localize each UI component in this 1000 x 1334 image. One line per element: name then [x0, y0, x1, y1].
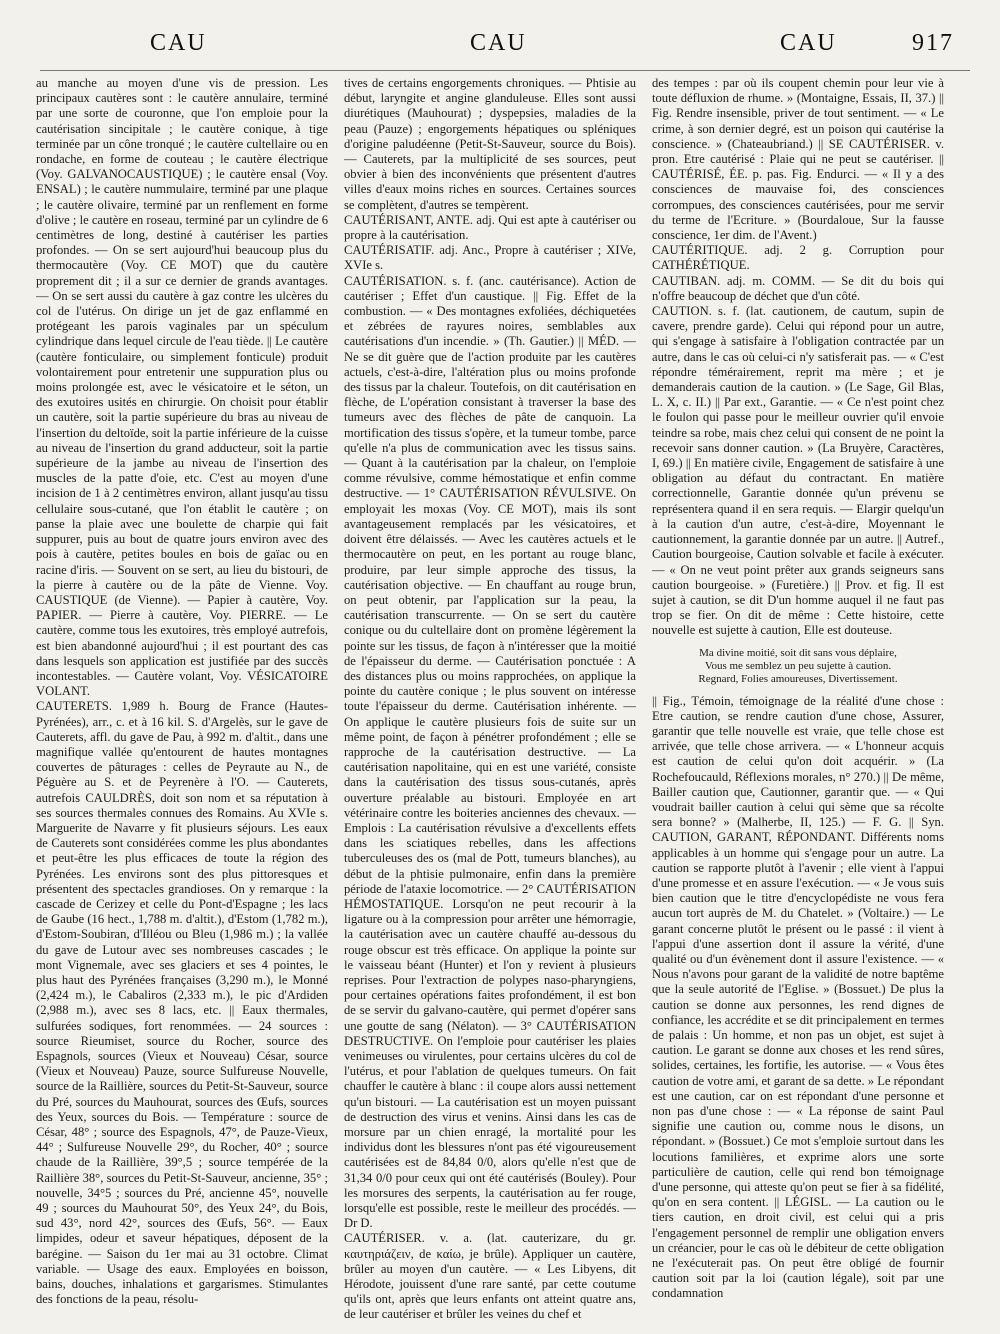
entry-caution: CAUTION. s. f. (lat. cautionem, de cautum, supin de cavere, prendre garde). Celui qui répond pour un autre, qui s'engage à satisfaire à l'obligation contractée par un autre, dans le cas où celui-ci n'y satisferait pas. — « C'est répondre témérairement, reprit ma mère ; et je demanderais caution de la caution. » (Le Sage, Gil Blas, L. X, c. II.) || Par ext., Garantie. — « Ce n'est point chez le foulon qui passe pour le meilleur ouvrier qu'il envoie teindre sa robe, mais chez celui qui consent de ne point la recevoir sans donner caution. » (La Bruyère, Caractères, I, 69.) || En matière civile, Engagement de satisfaire à une obligation au défaut du contractant. En matière correctionnelle, Garantie donnée qu'un prévenu se représentera quand il en sera requis. — Elargir quelqu'un à la caution d'un autre, c'est-à-dire, Moyennant le cautionnement, la garantie donnée par un autre. || Autref., Caution bourgeoise, Caution solvable et facile à exécuter. — « On ne veut point prêter aux grands seigneurs sans caution bourgeoise. » (Furetière.) || Prov. et fig. Il est sujet à caution, se dit D'un homme auquel il ne faut pas trop se fier. On dit de même : Cette histoire, cette nouvelle est sujette à caution, Elle est douteuse. — [652, 304, 944, 638]
page-number: 917 — [912, 30, 954, 56]
verse-quotation — [652, 647, 944, 686]
column-left — [36, 76, 328, 1326]
column-middle — [344, 76, 636, 1326]
running-head-center: CAU — [470, 30, 527, 56]
column-right — [652, 76, 944, 1326]
entry-cautiban: CAUTIBAN. adj. m. COMM. — Se dit du bois qui n'offre beaucoup de déchet que d'un côté. — [652, 273, 944, 303]
header-rule — [40, 70, 970, 71]
entry-cautere-continued: au manche au moyen d'une vis de pression. Les principaux cautères sont : le cautère annulaire, terminé par une sorte de couronne, que l'on emploie pour la cautérisation sincipitale ; le cautère conique, à tige terminée par un cône tronqué ; le cautère cultellaire ou en rondache, en forme de couteau ; le cautère électrique (Voy. GALVANOCAUSTIQUE) ; le cautère ensal (Voy. ENSAL) ; le cautère nummulaire, terminé par une plaque ; le cautère olivaire, terminé par un renflement en forme d'olive ; le cautère en roseau, terminé par un cylindre de 6 centimètres de long, destiné à cautériser les parties profondes. — On se sert aujourd'hui beaucoup plus du thermocautère (Voy. CE MOT) que du cautère proprement dit ; il a sur ce dernier de grands avantages. — On se sert aussi du cautère à gaz contre les ulcères du col de l'utérus. On dirige un jet de gaz enflammé en protégeant les parois vaginales par un spéculum cylindrique dans lequel circule de l'eau tiède. || Le cautère (cautère fonticulaire, ou simplement fonticule) produit volontairement pour entretenir une suppuration plus ou moins prolongée est, avec le vésicatoire et le séton, un des exutoires usités en chirurgie. On choisit pour établir un cautère, soit la partie supérieure du bras au niveau de l'insertion du deltoïde, soit la partie inférieure de la cuisse au niveau de l'insertion du grand adducteur, soit la partie supérieure de la jambe au niveau de l'insertion des muscles de la patte d'oie, etc. C'est au moyen d'une incision de 1 à 2 centimètres environ, allant jusqu'au tissu cellulaire sous-cutané, que l'on établit le cautère ; on panse la plaie avec une boulette de charpie qui fait suppurer, puis au bout de quatre jours environ avec des pois à cautère, petites boules en bois de gaïac ou en racine d'iris. — Souvent on se sert, au lieu du bistouri, de la pierre à cautère ou de la pâte de Vienne. Voy. CAUSTIQUE (de Vienne). — Papier à cautère, Voy. PAPIER. — Pierre à cautère, Voy. PIERRE. — Le cautère, comme tous les exutoires, très employé autrefois, est bien abandonné aujourd'hui ; il est pourtant des cas dans lesquels son application est justifiée par des succès incontestables. — Cautère volant, Voy. VÉSICATOIRE VOLANT. — [36, 76, 328, 699]
quote-line: Ma divine moitié, soit dit sans vous déplaire, — [699, 646, 897, 659]
running-head-right: CAU — [780, 30, 837, 56]
quote-attribution: Regnard, Folies amoureuses, Divertissement. — [698, 672, 898, 685]
entry-cauteritique: CAUTÉRITIQUE. adj. 2 g. Corruption pour CATHÉRÉTIQUE. — [652, 243, 944, 273]
entry-cauterisant: CAUTÉRISANT, ANTE. adj. Qui est apte à cautériser ou propre à la cautérisation. — [344, 212, 636, 243]
entry-cauterisatif: CAUTÉRISATIF. adj. Anc., Propre à cautériser ; XIVe, XVIe s. — [344, 243, 636, 273]
entry-caution-continued: || Fig., Témoin, témoignage de la réalité d'une chose : Etre caution, se rendre caution d'une chose, Assurer, garantir que telle nouvelle est vraie, que telle chose est arrivée, que telle chose arrivera. — « L'honneur acquis est caution de celui qu'on doit acquérir. » (La Rochefoucauld, Réflexions morales, n° 270.) || De même, Bailler caution que, Cautionner, garantir que. — « Qui voudrait bailler caution à celui qui sème que sa récolte sera bonne? » (Malherbe, II, 125.) — F. G. || Syn. CAUTION, GARANT, RÉPONDANT. Différents noms applicables à un homme qui s'engage pour un autre. La caution se rapporte plutôt à l'avenir ; elle vient à l'appui d'une promesse et en assure l'exécution. — « Je vous suis bien caution que le titre d'encyclopédiste ne vous fera aucun tort auprès de M. du Chatelet. » (Voltaire.) — Le garant concerne plutôt le présent ou le passé : il vient à l'appui d'une assertion dont il assure la vérité, d'une qualité ou d'un évènement dont il assure l'existence. — « Nous n'avons pour garant de la validité de notre baptême que la seule autorité de l'Eglise. » (Bossuet.) De plus la caution se donne aux personnes, les rend dignes de confiance, les accrédite et se dit principalement en termes de palais : Un homme, et non pas un objet, est sujet à caution. Le garant se donne aux choses et les rend sûres, solides, certaines, les fortifie, les autorise. — « Vous êtes caution de votre ami, et garant de sa dette. » Le répondant est une caution, car on est répondant d'une personne et non pas d'une chose : — « La réponse de saint Paul signifie une caution ou, comme nous le disons, un répondant. » (Bossuet.) Ce mot s'emploie surtout dans les locutions familières, et exprime alors une sorte particulière de caution, celle qui rend bon témoignage d'une personne, qui atteste qu'on peut se fier à sa fidélité, qu'on en sera content. || LÉGISL. — La caution ou le tiers caution, en droit civil, est celui qui a pris l'engagement personnel de remplir une obligation envers un créancier, pour le cas où le débiteur de cette obligation ne l'exécuterait pas. On peut être obligé de fournir caution soit par la loi (caution légale), soit par une condamnation — [652, 693, 944, 1301]
entry-cauterets-continued: tives de certains engorgements chroniques. — Phtisie au début, laryngite et angine glanduleuse. Elles sont aussi diurétiques (Mauhourat) ; dyspepsies, maladies de la peau (Pauze) ; engorgements hépatiques ou spléniques d'origine paludéenne (Petit-St-Sauveur, source du Bois). — Cauterets, par la multiplicité de ses sources, peut obvier à bien des inconvénients que présentent d'autres villes d'eaux moins riches en sources. Certaines sources se complètent, d'autres se tempèrent. — [344, 76, 636, 212]
running-head-left: CAU — [150, 30, 207, 56]
quote-line: Vous me semblez un peu sujette à caution. — [704, 659, 892, 672]
entry-cauterets: CAUTERETS. 1,989 h. Bourg de France (Hautes-Pyrénées), arr., c. et à 16 kil. S. d'Argelès, sur le gave de Cauterets, affl. du gave de Pau, à 992 m. d'altit., dans une magnifique vallée qu'entourent de hautes montagnes couvertes de pâturages : celles de Peyraute au N., de Péguère au S. et de Peyrenère à l'O. — Cauterets, autrefois CAULDRÈS, doit son nom et sa réputation à ses sources thermales connues des Romains. Au XVIe s. Marguerite de Navarre y fit plusieurs séjours. Les eaux de Cauterets sont considérées comme les plus abondantes et peut-être les plus efficaces de toute la région des Pyrénées. Les environs sont des plus pittoresques et présentent des spectacles grandioses. On y remarque : la cascade de Cerizey et celle du Pont-d'Espagne ; les lacs de Gaube (16 hect., 1,788 m. d'altit.), d'Estom (1,782 m.), d'Estom-Soubiran, d'Illéou ou Bleu (1,986 m.) ; la vallée du gave de Lutour avec ses nombreuses cascades ; le mont Vignemale, avec ses glaciers et ses 4 pointes, le plus haut des Pyrénées françaises (3,290 m.), le Monné (2,424 m.), le Cabaliros (2,333 m.), le pic d'Ardiden (2,988 m.), avec ses 8 lacs, etc. || Eaux thermales, sulfurées sodiques, fort renommées. — 24 sources : source Rieumiset, source du Rocher, source des Espagnols, sources (Vieux et Nouveau) César, source (Vieux et Nouveau) Pauze, source Sulfureuse Nouvelle, source de la Raillière, sources du Petit-St-Sauveur, source du Pré, sources du Mauhourat, sources des Œufs, sources des Yeux, sources du Bois. — Température : source de César, 48° ; source des Espagnols, 47°, de Pauze-Vieux, 44° ; Sulfureuse Nouvelle 29°, du Rocher, 40° ; source chaude de la Raillière, 39°,5 ; source tempérée de la Raillière 38°, sources du Petit-St-Sauveur, ancienne, 35° ; nouvelle, 34°5 ; sources du Pré, ancienne 45°, nouvelle 49 ; sources du Mauhourat 50°, des Yeux 24°, du Bois, sud 43°, nord 42°, sources des Œufs, 56°. — Eaux limpides, odeur et saveur hépatiques, déposent de la barégine. — Saison du 1er mai au 31 octobre. Climat variable. — Usage des eaux. Employées en boisson, bains, douches, inhalations et gargarismes. Stimulantes des fonctions de la peau, résolu- — [36, 699, 328, 1307]
entry-cauterisation: CAUTÉRISATION. s. f. (anc. cautérisance). Action de cautériser ; Effet d'un caustique. || Fig. Effet de la combustion. — « Des montagnes exfoliées, déchiquetées et zébrées de rayures noires, semblables aux cautérisations d'un incendie. » (Th. Gautier.) || MÉD. — Ne se dit guère que de l'action produite par les cautères actuels, c'est-à-dire, l'altération plus ou moins profonde des tissus par la chaleur. Toutefois, on dit cautérisation en flèche, de L'opération consistant à traverser la base des tumeurs avec des flèches de pâte de canquoin. La mortification des tissus s'opère, et la tumeur tombe, parce qu'elle n'a plus de communication avec les tissus sains. — Quant à la cautérisation par la chaleur, on l'emploie comme révulsive, comme hémostatique et enfin comme destructive. — 1° CAUTÉRISATION RÉVULSIVE. On employait les moxas (Voy. CE MOT), mais ils sont avantageusement remplacés par les vésicatoires, et doivent être délaissés. — Avec les cautères actuels et le thermocautère on peut, en les portant au rouge blanc, produire, par leur simple approche des tissus, la cautérisation objective. — En chauffant au rouge brun, on peut obtenir, par l'application sur la peau, la cautérisation transcurrente. — On se sert du cautère conique ou du cultellaire dont on promène légèrement la pointe sur les tissus, de façon à n'intéresser que la moitié de l'épaisseur du derme. — Cautérisation ponctuée : A des distances plus ou moins rapprochées, on applique la pointe du cautère conique ; le plus souvent on intéresse toute l'épaisseur du derme. Cautérisation inhérente. — On applique le cautère plusieurs fois de suite sur un même point, de façon à pénétrer profondément ; elle se rapproche de la cautérisation destructive. — La cautérisation napolitaine, qui en est une variété, consiste dans la cautérisation des tissus sous-cutanés, après ouverture préalable au bistouri. Employée en art vétérinaire contre les boiteries anciennes des chevaux. — Emplois : La cautérisation révulsive a d'excellents effets dans les sciatiques rebelles, dans les affections tuberculeuses des os (mal de Pott, tumeurs blanches), au début de la phtisie pulmonaire, enfin dans la première période de l'ataxie locomotrice. — 2° CAUTÉRISATION HÉMOSTATIQUE. Lorsqu'on ne peut recourir à la ligature ou à la compression pour arrêter une hémorragie, la cautérisation avec un cautère chauffé au-dessous du rouge obscur est très efficace. On applique la pointe sur le vaisseau béant (Hunter) et l'on y revient à plusieurs reprises. Pour l'extraction de polypes naso-pharyngiens, pour certaines opérations faites profondément, il est bon de se servir du galvano-cautère, qui permet d'opérer sans une goutte de sang (Nélaton). — 3° CAUTÉRISATION DESTRUCTIVE. On l'emploie pour cautériser les plaies venimeuses ou virulentes, pour certains ulcères du col de l'utérus, et pour l'ablation de quelques tumeurs. On fait chauffer le cautère à blanc : il coupe alors aussi nettement qu'un bistouri. — La cautérisation est un moyen puissant de destruction des virus et venins. Ainsi dans les cas de morsure par un chien enragé, la mortalité pour les individus dont les blessures n'ont pas été vigoureusement cautérisées est de 84,84 0/0, alors qu'elle n'est que de 31,34 0/0 pour ceux qui ont été cautérisés (Bouley). Pour les morsures des serpents, la cautérisation au fer rouge, lorsqu'elle est possible, reste le meilleur des procédés. — Dr D. — [344, 273, 636, 1231]
entry-cauteriser-continued: des tempes : par où ils coupent chemin pour leur vie à toute défluxion de rhume. » (Montaigne, Essais, II, 37.) || Fig. Rendre insensible, priver de tout sentiment. — « Le crime, à son dernier degré, est un poison qui cautérise la conscience. » (Chateaubriand.) || SE CAUTÉRISER. v. pron. Etre cautérisé : Plaie qui ne peut se cautériser. || CAUTÉRISÉ, ÉE. p. pas. Fig. Endurci. — « Il y a des consciences de mauvaise foi, des consciences corrompues, des consciences cautérisées, pour me servir du terme de l'Ecriture. » (Bourdaloue, Sur la fausse conscience, 1er dim. de l'Avent.) — [652, 76, 944, 243]
entry-cauteriser: CAUTÉRISER. v. a. (lat. cauterizare, du gr. καυτηριάζειν, de καίω, je brûle). Appliquer un cautère, brûler au moyen d'un cautère. — « Les Libyens, dit Hérodote, jouissent d'une rare santé, par cette coutume qu'ils ont, après que leurs enfants ont atteint quatre ans, de leur cautériser et brûler les veines du chef et — [344, 1231, 636, 1322]
